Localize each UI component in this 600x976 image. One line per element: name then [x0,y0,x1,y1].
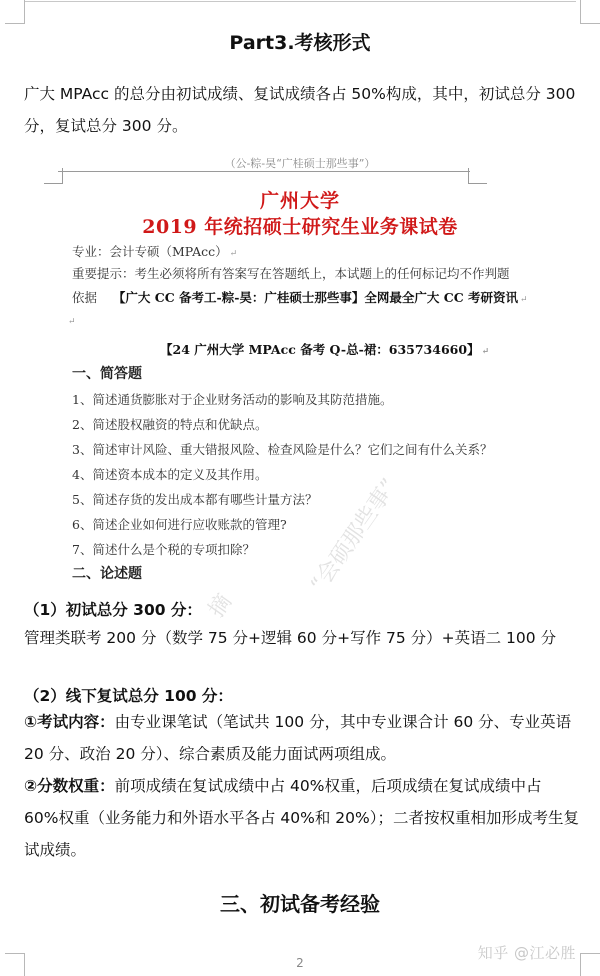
zhihu-watermark: 知乎 @江必胜 [477,944,576,962]
exam-question-1: 1、简述通货膨胀对于企业财务活动的影响及其防范措施。 [72,392,393,407]
exam-corner-mark-right [468,168,487,184]
corner-mark-top-left [5,0,25,24]
exam-question-4: 4、简述资本成本的定义及其作用。 [72,467,268,482]
exam-question-7: 7、简述什么是个税的专项扣除？ [72,542,255,557]
retest-content-label: ①考试内容： [24,713,115,731]
exam-notice: 重要提示：考生必须将所有答案写在答题纸上，本试题上的任何标记均不作判题 [72,266,510,281]
exam-question-3: 3、简述审计风险、重大错报风险、检查风险是什么？它们之间有什么关系？ [72,442,493,457]
first-exam-detail: 管理类联考 200 分（数学 75 分+逻辑 60 分+写作 75 分）+英语二 100 分 [24,629,557,647]
exam-basis: 依据 【广大 CC 备考工-粽-昊：广桂硕士那些事】全网最全广大 CC 考研资讯 ↵ [72,290,528,305]
exam-watermark-2: 摘 [204,589,238,623]
exam-watermark: “会硕那些事” [306,474,403,598]
retest-heading: （2）线下复试总分 100 分： [24,687,233,705]
exam-question-6: 6、简述企业如何进行应收账款的管理? [72,517,287,532]
exam-question-5: 5、简述存货的发出成本都有哪些计量方法？ [72,492,318,507]
exam-empty-paragraph: ↵ [68,317,76,327]
exam-section-essay: 二、论述题 [72,566,142,582]
exam-header-rule [58,171,470,172]
exam-title-university: 广州大学 [259,190,340,212]
exam-major: 专业：会计专硕（MPAcc） ↵ [72,244,238,259]
exam-basis-text: 【广大 CC 备考工-粽-昊：广桂硕士那些事】全网最全广大 CC 考研资讯 [112,290,519,305]
exam-section-short-answer: 一、简答题 [72,366,142,382]
section3-heading: 三、初试备考经验 [220,892,380,916]
first-exam-heading: （1）初试总分 300 分： [24,601,202,619]
intro-paragraph: 广大 MPAcc 的总分由初试成绩、复试成绩各占 50%构成，其中，初试总分 300 分，复试总分 300 分。 [24,85,576,135]
part-title: Part3.考核形式 [229,32,371,54]
retest-content [24,706,580,770]
exam-basis-prefix: 依据 [72,290,98,305]
corner-mark-top-right [580,0,600,24]
exam-header-note: （公-粽-昊“广桂硕士那些事”） [224,157,376,170]
exam-question-2: 2、简述股权融资的特点和优缺点。 [72,417,268,432]
exam-corner-mark-left [44,168,63,184]
retest-weight [24,770,580,866]
retest-weight-label: ②分数权重： [24,777,115,795]
retest-weight-text: 前项成绩在复试成绩中占 40%权重，后项成绩在复试成绩中占 60%权重（业务能力和外语水平各占 40%和 20%）；二者按权重相加形成考生复试成绩。 [24,777,579,859]
retest-content-text: 由专业课笔试（笔试共 100 分，其中专业课合计 60 分、专业英语 20 分、政治 20 分）、综合素质及能力面试两项组成。 [24,713,572,763]
exam-group-info: 【24 广州大学 MPAcc 备考 Q-总-裙：635734660】 ↵ [160,342,490,357]
page-number: 2 [296,956,304,970]
exam-title-subject: 2019 年统招硕士研究生业务课试卷 [142,216,458,238]
page-top-border [24,1,576,2]
